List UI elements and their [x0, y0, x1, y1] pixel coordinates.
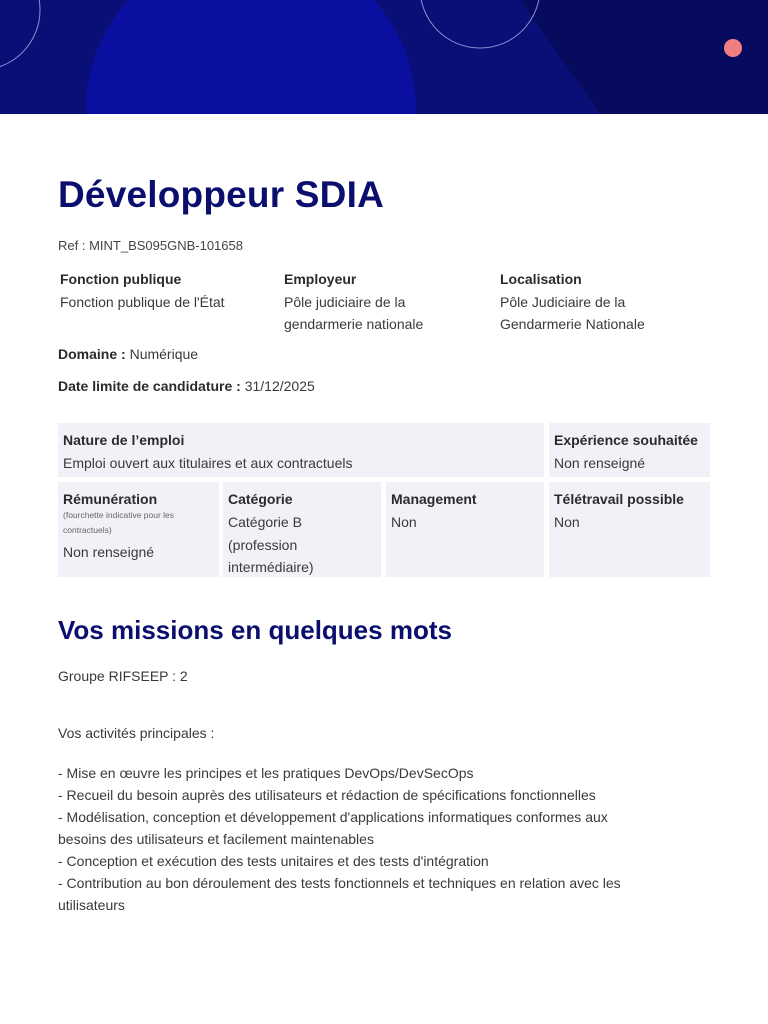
activities-list: [58, 762, 698, 916]
categorie-value-line1: Catégorie B: [228, 514, 302, 530]
remuneration-note: (fourchette indicative pour les contractuels): [63, 510, 175, 535]
list-item: besoins des utilisateurs et facilement maintenables: [58, 831, 374, 847]
list-item: - Modélisation, conception et développement d'applications informatiques conformes aux: [58, 809, 608, 825]
fonction-publique-block: [60, 268, 280, 313]
date-limite-value: 31/12/2025: [240, 378, 315, 394]
remuneration-value: Non renseigné: [63, 544, 155, 560]
localisation-value-line1: Pôle Judiciaire de la: [500, 293, 626, 310]
fonction-publique-value: Fonction publique de l'État: [60, 293, 225, 310]
activities-intro: Vos activités principales :: [58, 725, 215, 741]
fonction-publique-label: Fonction publique: [60, 271, 182, 287]
date-limite-label: Date limite de candidature :: [58, 378, 241, 394]
localisation-label: Localisation: [500, 271, 582, 287]
list-item: - Mise en œuvre les principes et les pratiques DevOps/DevSecOps: [58, 765, 474, 781]
list-item: utilisateurs: [58, 897, 125, 913]
remuneration-cell: [58, 482, 219, 577]
experience-label: Expérience souhaitée: [554, 432, 698, 448]
domaine-line: [58, 346, 198, 362]
employeur-block: [284, 268, 494, 336]
experience-cell: [549, 423, 710, 477]
nature-emploi-cell: [58, 423, 544, 477]
domaine-label: Domaine :: [58, 346, 126, 362]
teletravail-cell: [549, 482, 710, 577]
management-label: Management: [391, 491, 477, 507]
nature-emploi-label: Nature de l’emploi: [63, 432, 185, 448]
management-cell: [386, 482, 544, 577]
page-title: Développeur SDIA: [58, 174, 384, 215]
list-item: - Conception et exécution des tests unitaires et des tests d'intégration: [58, 853, 489, 869]
date-limite-line: [58, 378, 315, 394]
categorie-cell: [223, 482, 381, 577]
domaine-value: Numérique: [125, 346, 199, 362]
list-item: - Recueil du besoin auprès des utilisateurs et rédaction de spécifications fonctionnelles: [58, 787, 596, 803]
categorie-label: Catégorie: [228, 491, 293, 507]
banner-decoration: [0, 0, 768, 114]
nature-emploi-value: Emploi ouvert aux titulaires et aux contractuels: [63, 455, 353, 471]
job-details-grid: [58, 423, 710, 577]
teletravail-value: Non: [554, 514, 580, 530]
employeur-value-line2: gendarmerie nationale: [284, 316, 424, 332]
remuneration-label: Rémunération: [63, 491, 158, 507]
categorie-value-line2: (profession: [228, 536, 298, 553]
localisation-value-line2: Gendarmerie Nationale: [500, 316, 645, 332]
rifseep-group: Groupe RIFSEEP : 2: [58, 668, 188, 684]
management-value: Non: [391, 514, 417, 530]
employeur-label: Employeur: [284, 271, 357, 287]
list-item: - Contribution au bon déroulement des tests fonctionnels et techniques en relation avec les: [58, 875, 621, 891]
header-banner: [0, 0, 768, 114]
teletravail-label: Télétravail possible: [554, 491, 684, 507]
employeur-value-line1: Pôle judiciaire de la: [284, 293, 406, 310]
localisation-block: [500, 268, 710, 336]
experience-value: Non renseigné: [554, 455, 646, 471]
accent-dot: [724, 39, 742, 57]
categorie-value-line3: intermédiaire): [228, 559, 314, 575]
reference-code: Ref : MINT_BS095GNB-101658: [58, 238, 243, 253]
missions-heading: Vos missions en quelques mots: [58, 615, 452, 645]
